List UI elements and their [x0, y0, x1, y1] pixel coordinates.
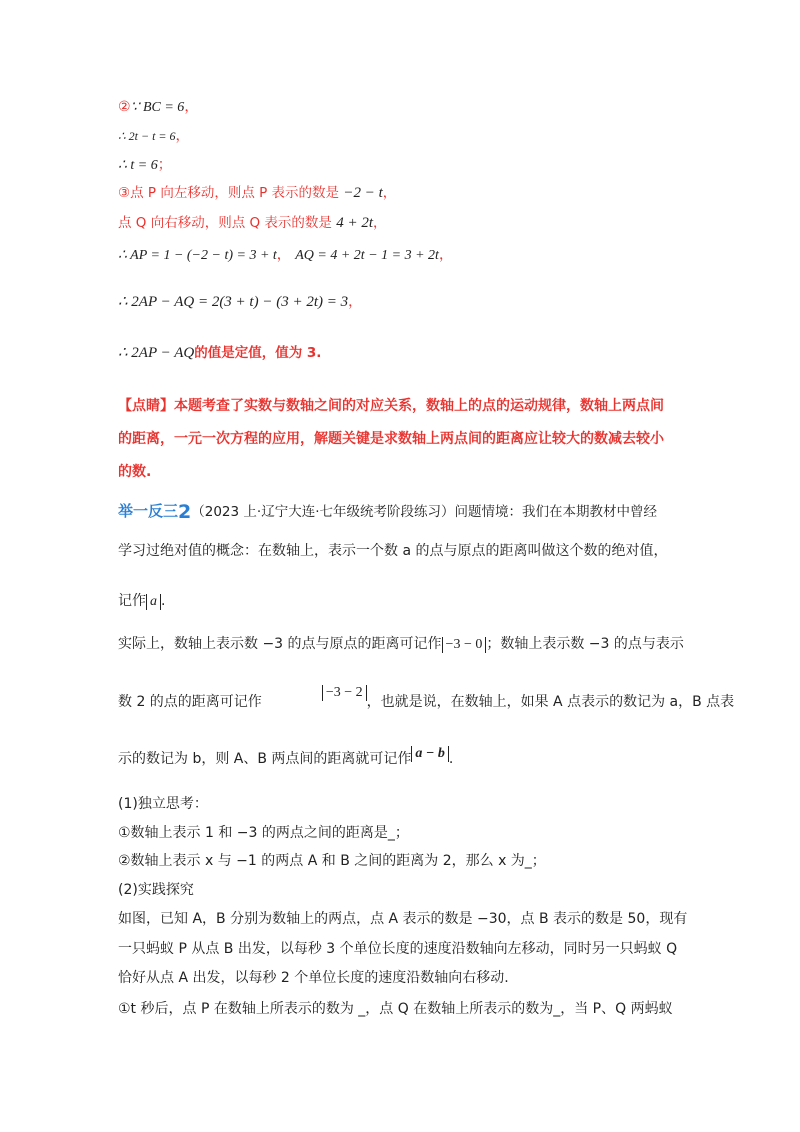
comment-line-1: 【点睛】本题考查了实数与数轴之间的对应关系，数轴上的点的运动规律，数轴上两点间 [118, 398, 664, 414]
punct: ， [175, 128, 190, 144]
question-2-title: (2)实践探究 [118, 882, 194, 898]
punct: . [161, 593, 166, 609]
solution-line-6 [118, 245, 453, 266]
example-tag [118, 501, 192, 523]
math-ap: ∴ AP = 1 − (−2 − t) = 3 + t [118, 248, 277, 263]
circled-two: ② [118, 99, 131, 115]
abs-minus3-minus0: −3 − 0 [442, 637, 487, 653]
text-cont: ，也就是说，在数轴上，如果 A 点表示的数记为 a，B 点表 [366, 694, 735, 710]
punct: ， [276, 247, 291, 263]
math-2t-minus-t: ∴ 2t − t = 6 [118, 129, 176, 143]
punct: ， [184, 99, 199, 115]
solution-line-7 [118, 292, 362, 312]
math-2ap-aq: ∴ 2AP − AQ = 2(3 + t) − (3 + 2t) = 3 [118, 294, 349, 310]
paragraph-2-line-3 [118, 746, 453, 768]
punct: . [448, 751, 454, 767]
question-2-line-4: ①t 秒后，点 P 在数轴上所表示的数为 _，点 Q 在数轴上所表示的数为_，当 P、Q 两蚂蚁 [118, 1001, 673, 1017]
question-2-line-1: 如图，已知 A，B 分别为数轴上的两点，点 A 表示的数是 −30，点 B 表示的数是 50，现有 [118, 911, 688, 927]
text-p-left: ③点 P 向左移动，则点 P 表示的数是 [118, 185, 340, 201]
question-2-line-3: 恰好从点 A 出发，以每秒 2 个单位长度的速度沿数轴向右移动. [118, 970, 509, 986]
abs-a-minus-b: a − b [411, 746, 448, 762]
paragraph-2-line-2 [118, 685, 734, 711]
text-cont: ；数轴上表示数 −3 的点与表示 [486, 636, 684, 652]
question-1-a: ①数轴上表示 1 和 −3 的两点之间的距离是_； [118, 825, 409, 841]
punct: ， [438, 247, 453, 263]
conclusion-text: 的值是定值，值为 3. [194, 345, 322, 361]
solution-line-4 [118, 183, 396, 203]
solution-line-8 [118, 343, 321, 363]
math-2ap-aq-final: ∴ 2AP − AQ [118, 345, 195, 361]
example-tag-number: 2 [178, 501, 192, 523]
math-p-expr: −2 − t [343, 185, 383, 201]
text-shiji: 实际上，数轴上表示数 −3 的点与原点的距离可记作 [118, 636, 442, 652]
question-2-line-2: 一只蚂蚁 P 从点 B 出发，以每秒 3 个单位长度的速度沿数轴向左移动，同时另一只蚂蚁 Q [118, 941, 678, 957]
example-tag-text: 举一反三 [118, 502, 179, 520]
punct: ； [157, 157, 172, 173]
comment-line-3: 的数. [118, 464, 152, 480]
solution-line-1 [118, 97, 198, 118]
comment-line-2: 的距离，一元一次方程的应用，解题关键是求数轴上两点间的距离应让较大的数减去较小 [118, 431, 664, 447]
solution-line-3 [118, 155, 172, 176]
paragraph-2-line-1 [118, 633, 684, 653]
question-1-title: (1)独立思考： [118, 796, 208, 812]
math-t-eq-6: ∴ t = 6 [118, 158, 158, 173]
example-heading [118, 500, 657, 523]
math-aq: AQ = 4 + 2t − 1 = 3 + 2t [295, 248, 439, 263]
text-shu2: 数 2 的点的距离可记作 [118, 694, 262, 710]
example-source: （2023 上·辽宁大连·七年级统考阶段练习）问题情境：我们在本期教材中曾经 [191, 504, 657, 520]
text-q-right: 点 Q 向右移动，则点 Q 表示的数是 [118, 215, 332, 231]
solution-line-2 [118, 126, 190, 146]
paragraph-1-line-3 [118, 590, 165, 610]
math-bc-eq-6: ∵ BC = 6 [130, 100, 185, 115]
punct: ， [348, 294, 363, 310]
abs-minus3-minus2: −3 − 2 [322, 685, 367, 701]
punct: ， [373, 215, 387, 231]
math-q-expr: 4 + 2t [336, 215, 374, 231]
text-jizuo: 记作 [118, 593, 146, 609]
text-shishu: 示的数记为 b，则 A、B 两点间的距离就可记作 [118, 751, 412, 767]
solution-line-5 [118, 213, 387, 233]
abs-a: a [146, 594, 161, 610]
paragraph-1-line-2: 学习过绝对值的概念：在数轴上，表示一个数 a 的点与原点的距离叫做这个数的绝对值， [118, 543, 668, 559]
punct: ， [382, 185, 397, 201]
question-1-b: ②数轴上表示 x 与 −1 的两点 A 和 B 之间的距离为 2，那么 x 为_； [118, 853, 546, 869]
